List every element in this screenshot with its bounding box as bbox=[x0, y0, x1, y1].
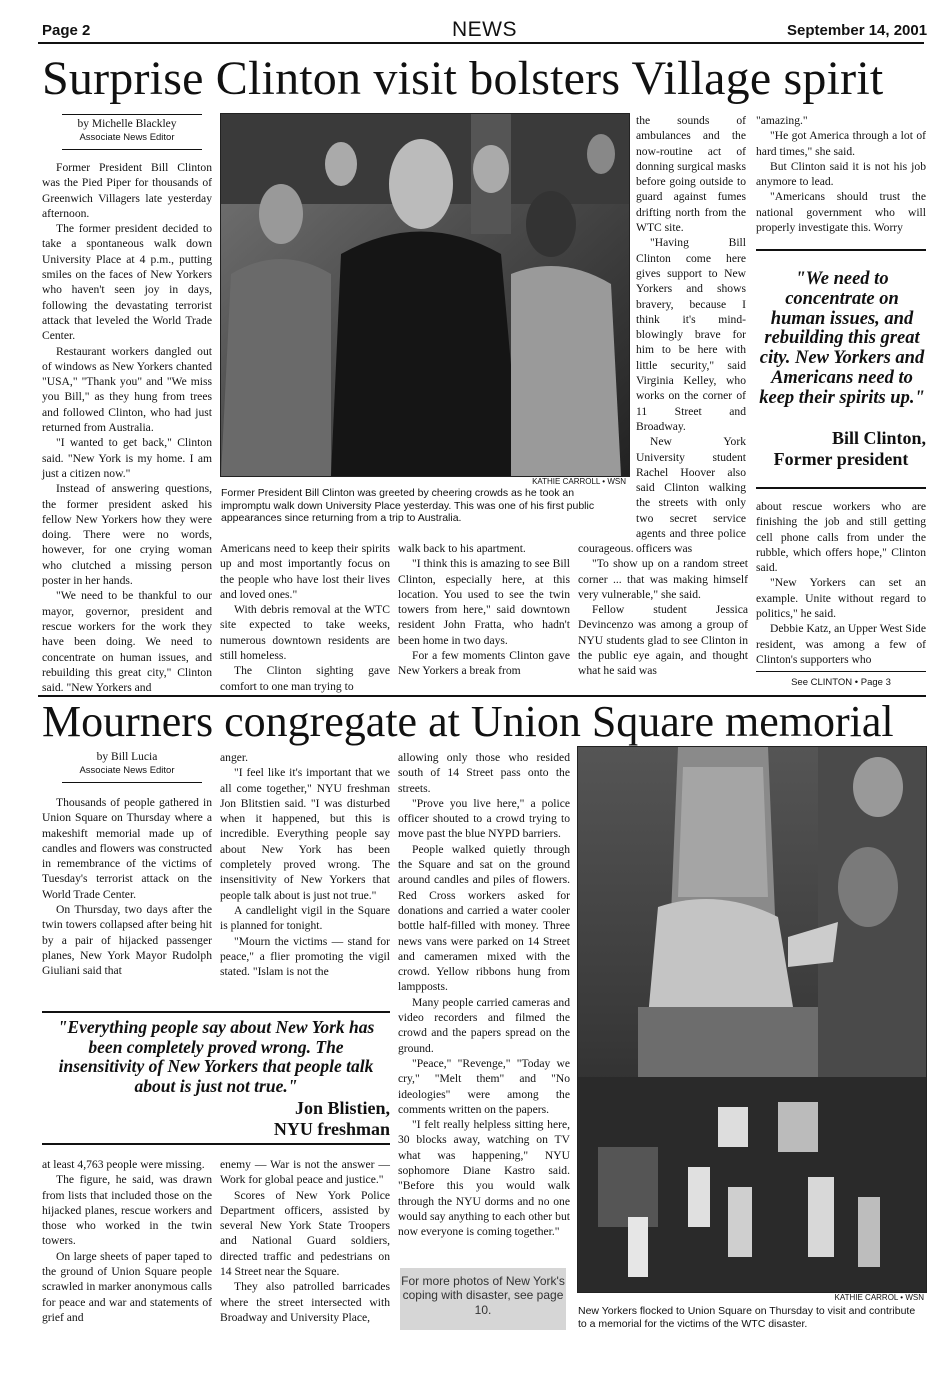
pullquote2-rule-bottom bbox=[42, 1143, 390, 1145]
clinton-photo-image bbox=[221, 114, 629, 476]
paragraph: "He got America through a lot of hard times," she said. bbox=[756, 129, 926, 158]
story1-column-1 bbox=[42, 160, 212, 695]
paragraph: New York University student Rachel Hoover also said Clinton walking the streets with only two secret service agents and three police officers was bbox=[636, 435, 746, 556]
story1-column-5a bbox=[756, 113, 926, 243]
paragraph: Thousands of people gathered in Union Square on Thursday where a makeshift memorial made up of candles and flowers was constructed in remembrance of the victims of Tuesday's terrorist attack on the World Trade Center. bbox=[42, 796, 212, 901]
paragraph: "We need to be thankful to our mayor, governor, president and rescue workers for the work they have been doing. We need to concentrate on human issues, and rebuilding this great city," Clinton said. "New Yorkers and bbox=[42, 589, 212, 695]
paragraph: "Prove you live here," a police officer shouted to a crowd trying to move past the blue NYPD barriers. bbox=[398, 796, 570, 841]
pull-name: Jon Blistien, bbox=[294, 1098, 390, 1118]
story1-column-4b bbox=[578, 541, 748, 691]
paragraph: But Clinton said it is not his job anymore to lead. bbox=[756, 159, 926, 189]
story1-byline: by Michelle Blackley bbox=[77, 118, 177, 130]
paragraph: Instead of answering questions, the former president asked his fellow New Yorkers how they were doing. There were no words, however, for one crying woman who clutched a missing person poster in her hands. bbox=[42, 482, 212, 588]
paragraph: about rescue workers who are finishing the job and still getting cell phone calls from under the rubble, which offers hope," Clinton said. bbox=[756, 500, 926, 575]
paragraph: "amazing." bbox=[756, 114, 808, 127]
pullquote-rule-top bbox=[756, 249, 926, 251]
story1-byline-title: Associate News Editor bbox=[79, 131, 175, 143]
paragraph: On Thursday, two days after the twin towers collapsed after being hit by a pair of hijacked passenger planes, New York Mayor Rudolph Giuliani said that bbox=[42, 903, 212, 978]
paragraph: People walked quietly through the Square and sat on the ground around candles and piles of flowers. Red Cross workers asked for donations and carried a water cooler bottle half-filled with money. Three news vans were parked on 14 Street and cameramen mixed with the crowd. Yellow ribbons hung from lampposts. bbox=[398, 842, 570, 994]
paragraph: A candlelight vigil in the Square is planned for tonight. bbox=[220, 903, 390, 933]
story2-column-1 bbox=[42, 795, 212, 1010]
paragraph: "I felt really helpless sitting here, 30 blocks away, watching on TV what was happening," NYU sophomore Diane Kastro said. "Before this you would walk through the NYU dorms and no one would say anything to each other but now everyone is coming together." bbox=[398, 1118, 570, 1239]
story1-pullquote-attribution bbox=[756, 428, 926, 469]
paragraph: Scores of New York Police Department officers, assisted by several New York State Troopers and National Guard soldiers, directed traffic and pedestrians on 14 Street near the Square. bbox=[220, 1188, 390, 1279]
paragraph: Debbie Katz, an Upper West Side resident, was among a few of Clinton's supporters who bbox=[756, 622, 926, 666]
paragraph: They also patrolled barricades where the street intersected with Broadway and University Place, bbox=[220, 1280, 390, 1324]
page-number: Page 2 bbox=[42, 22, 91, 39]
story1-column-4a bbox=[636, 113, 746, 556]
story1-pullquote: "We need to concentrate on human issues, and rebuilding this great city. New Yorkers and Americans need to keep their spirits up." bbox=[759, 269, 925, 408]
paragraph: enemy — War is not the answer — Work for global peace and justice." bbox=[220, 1158, 390, 1187]
paragraph: courageous. bbox=[578, 542, 634, 555]
story1-photo-credit: KATHIE CARROLL • WSN bbox=[532, 477, 626, 486]
story2-pullquote: "Everything people say about New York has been completely proved wrong. The insensitivity of New Yorkers that people talk about is just not true." bbox=[57, 1017, 375, 1096]
story2-byline-title: Associate News Editor bbox=[79, 764, 175, 776]
paragraph: Americans need to keep their spirits up and most importantly focus on the people who have lost their lives and loved ones." bbox=[220, 542, 390, 601]
paragraph: Restaurant workers dangled out of windows as New Yorkers chanted "USA," "Thank you" and "We miss you Bill," as they hung from trees and followed Clinton, who had just returned from Australia. bbox=[42, 344, 212, 435]
story1-column-2 bbox=[220, 541, 390, 691]
paragraph: The Clinton sighting gave comfort to one man trying to bbox=[220, 664, 390, 693]
story2-photo-credit: KATHIE CARROL • WSN bbox=[834, 1293, 924, 1302]
story1-column-5b bbox=[756, 499, 926, 664]
paragraph: With debris removal at the WTC site expected to take weeks, numerous downtown residents are still homeless. bbox=[220, 603, 390, 663]
paragraph: anger. bbox=[220, 751, 249, 764]
story2-headline: Mourners congregate at Union Square memorial bbox=[42, 697, 894, 746]
clinton-photo bbox=[220, 113, 630, 477]
story2-column-1b bbox=[42, 1157, 212, 1347]
paragraph: "New Yorkers can set an example. Unite without regard to politics," he said. bbox=[756, 576, 926, 621]
header-rule bbox=[38, 42, 924, 44]
paragraph: On large sheets of paper taped to the ground of Union Square people scrawled in marker anonymous calls for peace and war and statements of grief and bbox=[42, 1249, 212, 1324]
paragraph: "I think this is amazing to see Bill Clinton, especially here, at this location. You used to see the twin towers from here," said downtown resident John Fratta, who hadn't been home in two days. bbox=[398, 557, 570, 647]
paragraph: Many people carried cameras and video recorders and filmed the crowd and the papers spread on the ground. bbox=[398, 995, 570, 1055]
paragraph: "Mourn the victims — stand for peace," a flier promoting the vigil stated. "Islam is not the bbox=[220, 934, 390, 979]
pullquote-rule-bottom bbox=[756, 487, 926, 489]
story1-jump-line[interactable]: See CLINTON • Page 3 bbox=[791, 677, 891, 688]
paragraph: "Americans should trust the national government who will properly investigate this. Worry bbox=[756, 190, 926, 235]
section-name: NEWS bbox=[452, 18, 517, 41]
story1-column-3 bbox=[398, 541, 570, 691]
paragraph: Fellow student Jessica Devincenzo was among a group of NYU students glad to see Clinton in the public eye again, and thought what he said was bbox=[578, 603, 748, 678]
paragraph: at least 4,763 people were missing. bbox=[42, 1158, 205, 1171]
union-square-photo bbox=[577, 746, 927, 1293]
paragraph: The former president decided to take a spontaneous walk down University Place at 4 p.m., putting smiles on the faces of New Yorkers who haven't seen joy in days, following the devastating terrorist attack that leveled the World Trade Center. bbox=[42, 222, 212, 343]
pull-title: NYU freshman bbox=[273, 1118, 390, 1139]
paragraph: For a few moments Clinton gave New Yorkers a break from bbox=[398, 649, 570, 678]
union-square-photo-image bbox=[578, 747, 926, 1292]
story2-column-2 bbox=[220, 750, 390, 1010]
story2-column-3 bbox=[398, 750, 570, 1265]
paragraph: "I wanted to get back," Clinton said. "New York is my home. I am just a citizen now." bbox=[42, 436, 212, 480]
paragraph: "Having Bill Clinton come here gives support to New Yorkers and shows bravery, because I think it's mind-blowingly brave for him to be here with little security," said Virginia Kelley, who works on the corner of 11 Street and Broadway. bbox=[636, 236, 746, 433]
story2-byline: by Bill Lucia bbox=[96, 751, 158, 763]
pull-name: Bill Clinton, bbox=[831, 428, 926, 448]
story1-headline: Surprise Clinton visit bolsters Village spirit bbox=[42, 52, 884, 105]
paragraph: Former President Bill Clinton was the Pied Piper for thousands of Greenwich Villagers late yesterday afternoon. bbox=[42, 161, 212, 220]
story1-photo-caption: Former President Bill Clinton was greeted by cheering crowds as he took an impromptu walk down University Place yesterday. This was one of his first public appearances since returning from a trip to Australia. bbox=[221, 487, 595, 525]
paragraph: allowing only those who resided south of 14 Street pass onto the streets. bbox=[398, 751, 570, 795]
story2-photo-caption: New Yorkers flocked to Union Square on Thursday to visit and contribute to a memorial for the victims of the WTC disaster. bbox=[578, 1305, 916, 1330]
paragraph: the sounds of ambulances and the now-routine act of donning surgical masks before going outside to guard against fumes drifting north from the WTC site. bbox=[636, 114, 746, 235]
paragraph: walk back to his apartment. bbox=[398, 542, 526, 555]
paragraph: "To show up on a random street corner ... that was making himself very vulnerable," she said. bbox=[578, 557, 748, 601]
paragraph: The figure, he said, was drawn from lists that included those on the hijacked planes, rescue workers and those who worked in the twin towers. bbox=[42, 1173, 212, 1248]
jump-rule bbox=[756, 671, 926, 672]
refer-box[interactable]: For more photos of New York's coping with disaster, see page 10. bbox=[400, 1268, 566, 1330]
paragraph: "I feel like it's important that we all come together," NYU freshman Jon Blitstien said. "I was disturbed when it happened, but this is incredible. Everything people say about New York has been completely proved wrong. The insensitivity of New Yorkers that people talk about is just not true." bbox=[220, 766, 390, 902]
story2-column-2b bbox=[220, 1157, 390, 1347]
issue-date: September 14, 2001 bbox=[787, 22, 928, 39]
story2-byline-block bbox=[42, 750, 212, 777]
pullquote2-rule-top bbox=[42, 1011, 390, 1013]
story2-pullquote-attribution bbox=[220, 1098, 390, 1139]
story1-byline-block bbox=[42, 114, 212, 144]
pull-title: Former president bbox=[773, 448, 909, 469]
paragraph: "Peace," "Revenge," "Today we cry," "Melt them" and "No ideologies" were among the comments written on the papers. bbox=[398, 1056, 570, 1116]
